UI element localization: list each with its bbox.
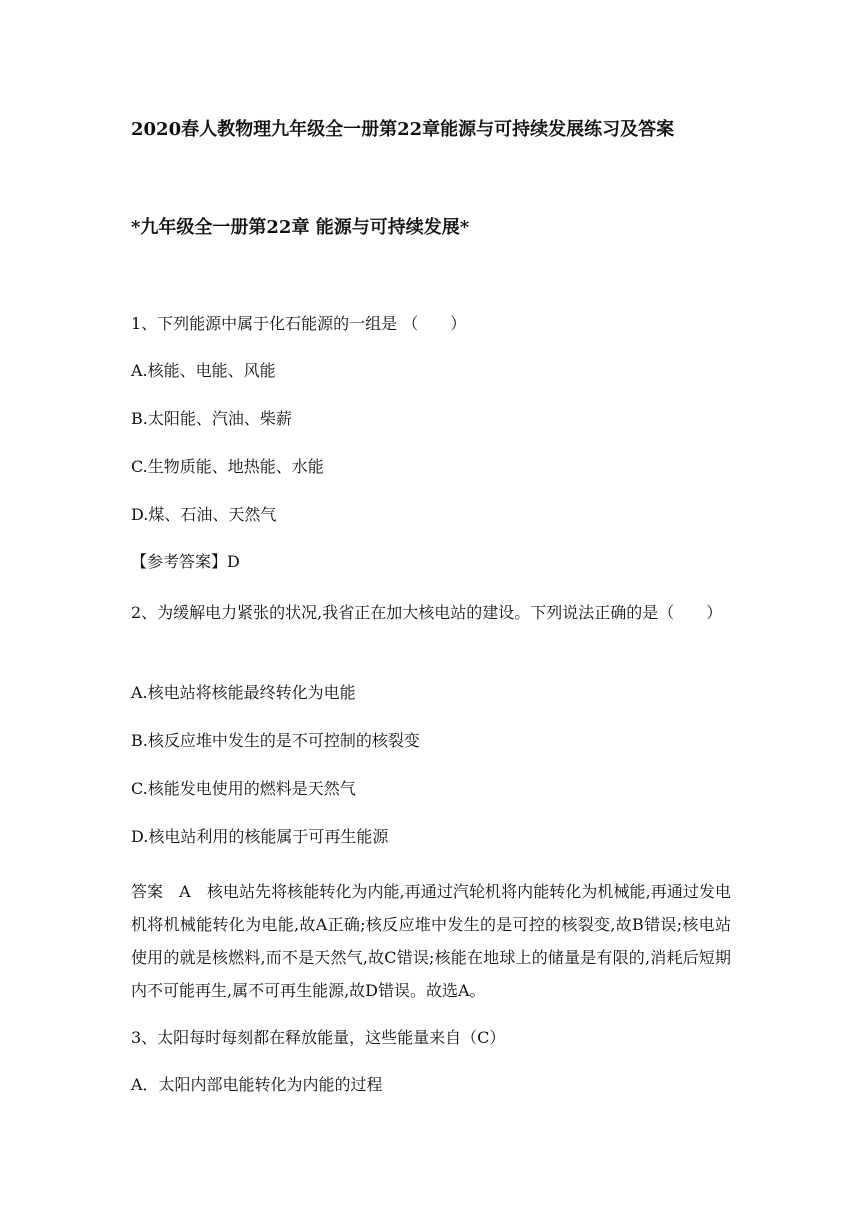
document-title: 2020春人教物理九年级全一册第22章能源与可持续发展练习及答案 [131,119,675,140]
question-1-option-a: A.核能、电能、风能 [131,361,276,380]
question-2-stem: 2、为缓解电力紧张的状况,我省正在加大核电站的建设。下列说法正确的是（ ） [131,603,723,622]
question-2-option-d: D.核电站利用的核能属于可再生能源 [131,827,389,846]
question-3-option-a: A．太阳内部电能转化为内能的过程 [131,1075,383,1094]
chapter-subtitle: *九年级全一册第22章 能源与可持续发展* [131,217,470,238]
question-2-option-c: C.核能发电使用的燃料是天然气 [131,779,356,798]
question-1-option-c: C.生物质能、地热能、水能 [131,457,324,476]
question-2-option-b: B.核反应堆中发生的是不可控制的核裂变 [131,731,420,750]
question-2-answer: 答案 A 核电站先将核能转化为内能,再通过汽轮机将内能转化为机械能,再通过发电机将机械能转化为电能,故A正确;核反应堆中发生的是可控的核裂变,故B错误;核电站使用的就是核燃料,而不是天然气,故C错误;核能在地球上的储量是有限的,消耗后短期内不可能再生,属不可再生能源,故D错误。故选A。 [131,882,731,1000]
question-1-answer: 【参考答案】D [131,552,240,571]
question-1-stem: 1、下列能源中属于化石能源的一组是 （ ） [131,314,467,333]
question-3-stem: 3、太阳每时每刻都在释放能量，这些能量来自（C） [131,1028,506,1047]
question-1-option-b: B.太阳能、汽油、柴薪 [131,409,292,428]
question-1-option-d: D.煤、石油、天然气 [131,505,277,524]
question-2-option-a: A.核电站将核能最终转化为电能 [131,683,356,702]
